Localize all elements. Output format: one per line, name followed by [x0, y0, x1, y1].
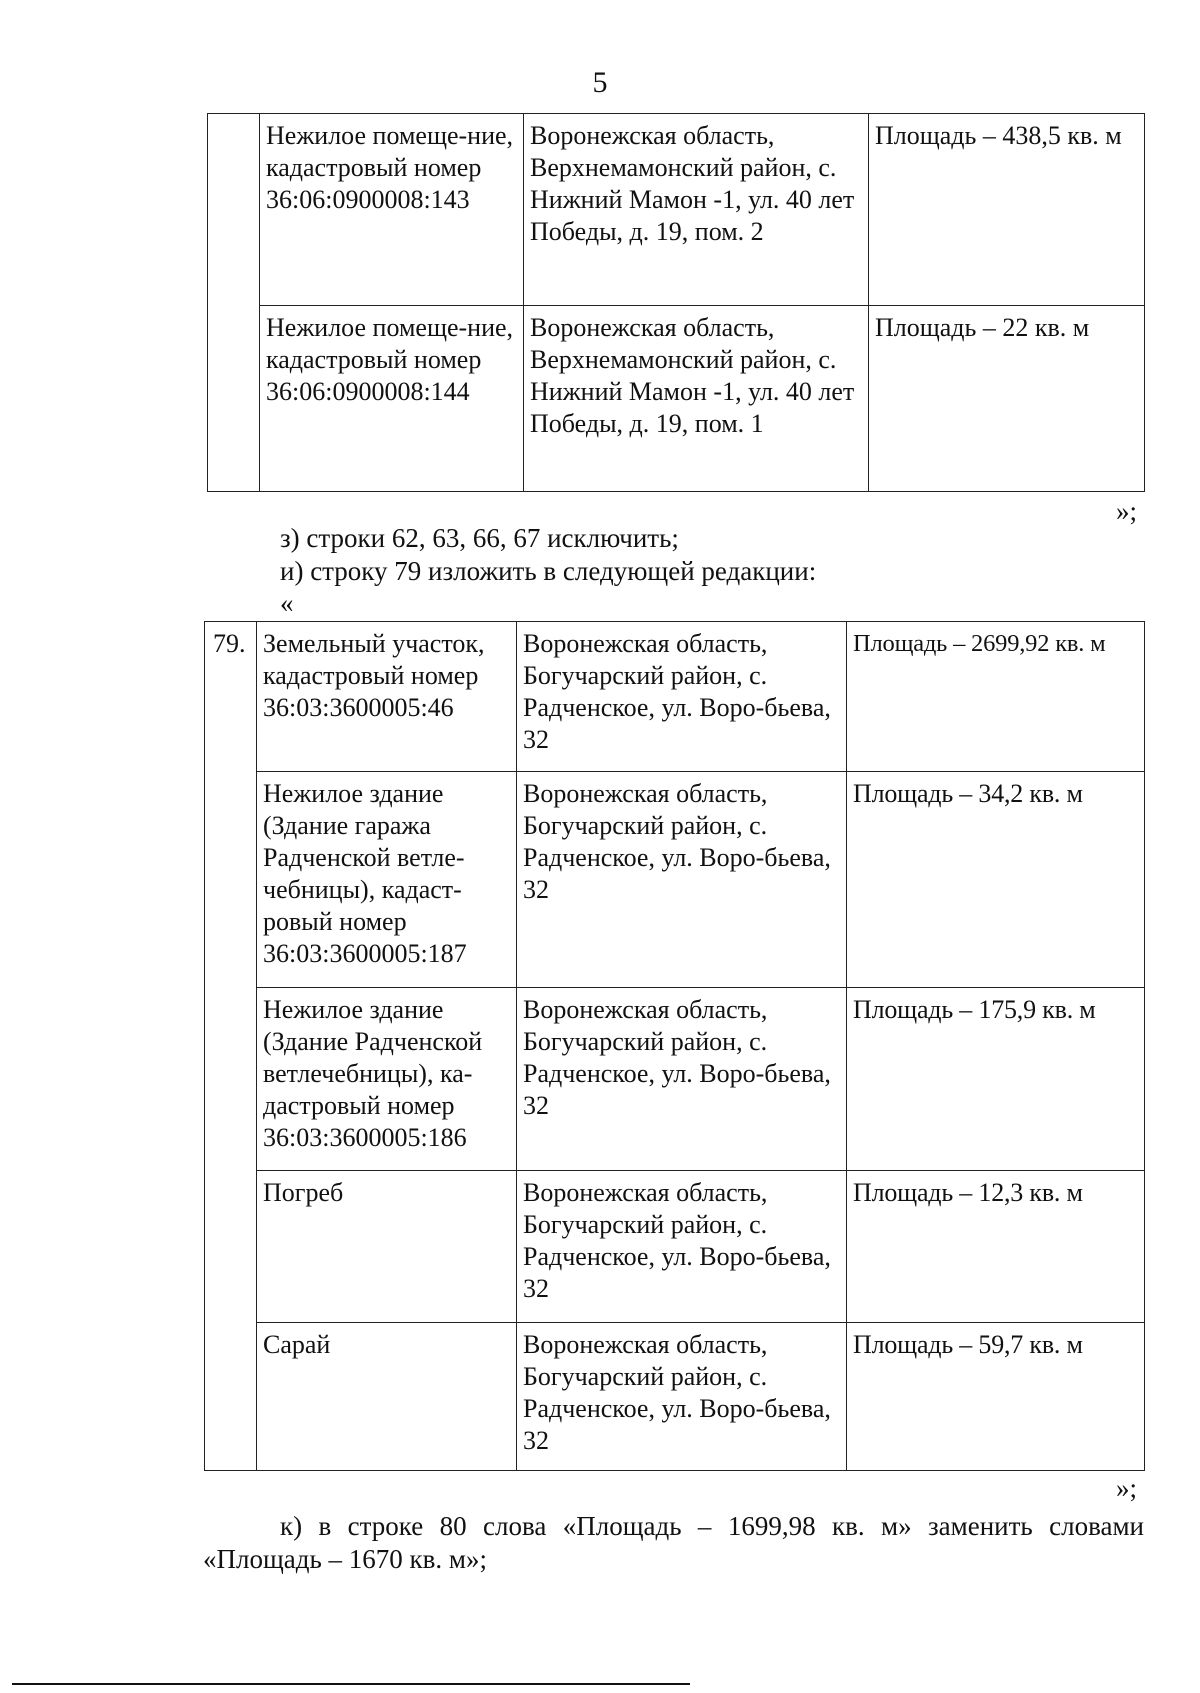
table-row	[205, 622, 1145, 772]
table-row	[208, 114, 1145, 306]
address-cell: Воронежская область, Богучарский район, с. Радченское, ул. Воро-бьева, 32	[517, 622, 847, 772]
closing-quote: »;	[1116, 496, 1138, 526]
table-row	[208, 306, 1145, 492]
area-cell: Площадь – 22 кв. м	[869, 306, 1145, 492]
row-79-table	[204, 621, 1145, 1471]
row-number-cell	[208, 114, 260, 492]
address-cell: Воронежская область, Богучарский район, с. Радченское, ул. Воро-бьева, 32	[517, 772, 847, 988]
table-row	[205, 1171, 1145, 1323]
area-cell: Площадь – 438,5 кв. м	[869, 114, 1145, 306]
object-name-cell: Нежилое здание (Здание Радченской ветлечебницы), ка-дастровый номер 36:03:3600005:186	[257, 988, 517, 1171]
address-cell: Воронежская область, Богучарский район, с. Радченское, ул. Воро-бьева, 32	[517, 1323, 847, 1471]
address-cell: Воронежская область, Верхнемамонский район, с. Нижний Мамон -1, ул. 40 лет Победы, д. 19, пом. 1	[524, 306, 869, 492]
paragraph-i: и) строку 79 изложить в следующей редакции:	[280, 556, 817, 586]
closing-quote: »;	[1116, 1473, 1138, 1503]
object-name-cell: Земельный участок, кадастровый номер 36:03:3600005:46	[257, 622, 517, 772]
object-name-cell: Сарай	[257, 1323, 517, 1471]
paragraph-z: з) строки 62, 63, 66, 67 исключить;	[280, 523, 679, 553]
bottom-rule	[12, 1683, 690, 1685]
area-cell: Площадь – 175,9 кв. м	[847, 988, 1145, 1171]
table-row	[205, 772, 1145, 988]
paragraph-k-line-1: к) в строке 80 слова «Площадь – 1699,98 кв. м» заменить словами	[280, 1511, 1144, 1541]
address-cell: Воронежская область, Богучарский район, с. Радченское, ул. Воро-бьева, 32	[517, 1171, 847, 1323]
area-cell: Площадь – 2699,92 кв. м	[847, 622, 1145, 772]
paragraph-k-line-2: «Площадь – 1670 кв. м»;	[203, 1544, 488, 1574]
table-row	[205, 988, 1145, 1171]
table-row	[205, 1323, 1145, 1471]
area-cell: Площадь – 59,7 кв. м	[847, 1323, 1145, 1471]
address-cell: Воронежская область, Верхнемамонский район, с. Нижний Мамон -1, ул. 40 лет Победы, д. 19, пом. 2	[524, 114, 869, 306]
opening-quote: «	[280, 588, 294, 618]
object-name-cell: Нежилое здание (Здание гаража Радченской ветле-чебницы), кадаст-ровый номер 36:03:3600005:187	[257, 772, 517, 988]
continued-property-table	[207, 113, 1145, 492]
object-name-cell: Нежилое помеще-ние, кадастровый номер 36:06:0900008:144	[260, 306, 524, 492]
page-number: 5	[592, 66, 608, 99]
address-cell: Воронежская область, Богучарский район, с. Радченское, ул. Воро-бьева, 32	[517, 988, 847, 1171]
object-name-cell: Нежилое помеще-ние, кадастровый номер 36:06:0900008:143	[260, 114, 524, 306]
area-cell: Площадь – 12,3 кв. м	[847, 1171, 1145, 1323]
row-number-cell: 79.	[205, 622, 257, 1471]
object-name-cell: Погреб	[257, 1171, 517, 1323]
area-cell: Площадь – 34,2 кв. м	[847, 772, 1145, 988]
